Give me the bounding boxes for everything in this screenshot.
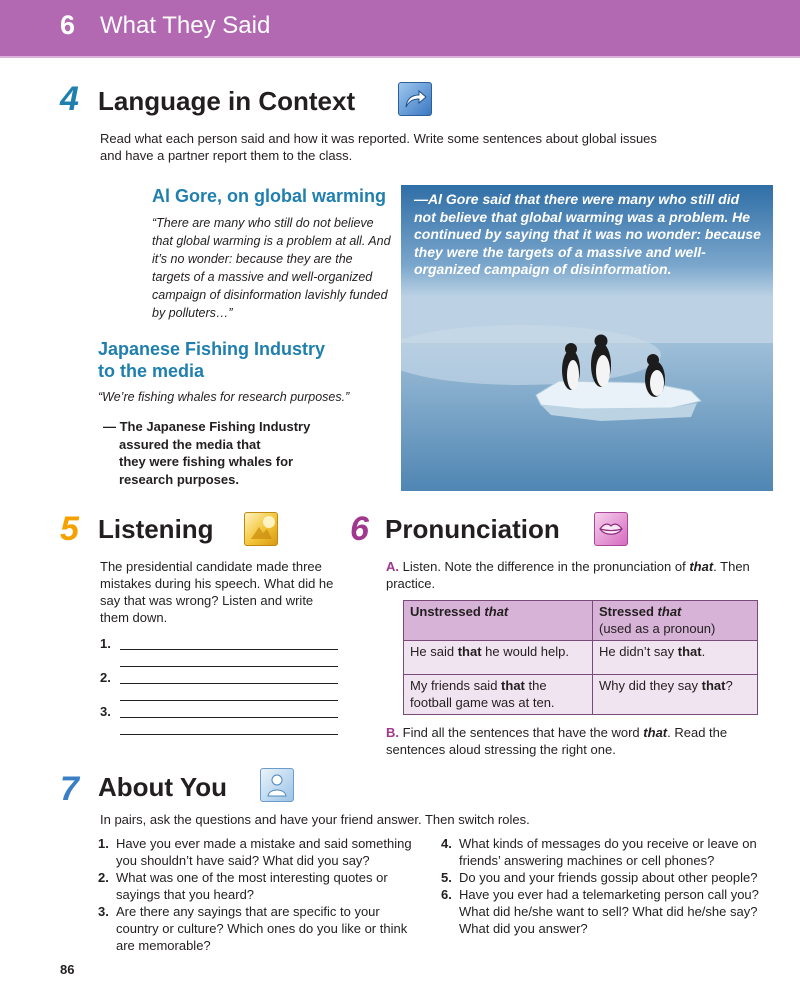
question-text: Have you ever had a telemarketing person call you? What did he/she want to sell? What did he/she say? What did you answer? — [459, 887, 759, 936]
question-number: 1. — [98, 836, 109, 851]
question-item — [98, 869, 421, 903]
report-line: — The Japanese Fishing Industry — [103, 419, 311, 434]
table-cell: My friends said that the football game was at ten. — [404, 675, 593, 715]
section-5-number: 5 — [60, 510, 79, 548]
section-6-number: 6 — [350, 510, 369, 548]
exercise-a-letter: A. — [386, 559, 399, 574]
section-4-title: Language in Context — [98, 86, 356, 116]
section-4-number: 4 — [60, 80, 79, 118]
japanese-fishing-quote: “We’re fishing whales for research purposes.” — [98, 390, 350, 404]
header-stressed-note: (used as a pronoun) — [599, 621, 716, 636]
header-unstressed: Unstressed that — [404, 601, 593, 641]
listening-audio-icon — [244, 512, 278, 546]
question-text: Have you ever made a mistake and said something you shouldn’t have said? What did you say? — [116, 836, 412, 868]
question-number: 3. — [98, 904, 109, 919]
unit-number: 6 — [60, 10, 76, 40]
table-cell: Why did they say that? — [593, 675, 758, 715]
report-line: they were fishing whales for — [119, 454, 294, 470]
section-4-instructions: Read what each person said and how it was reported. Write some sentences about global issues and have a partner report them to the class. — [100, 131, 657, 163]
exercise-a-text-end: . Then practice. — [386, 559, 750, 591]
exercise-b-text-end: . Read the sentences aloud stressing the right one. — [386, 725, 728, 757]
table-cell: He didn’t say that. — [593, 641, 758, 675]
question-text: Are there any sayings that are specific to your country or culture? Which ones do you like or think are memorable? — [116, 904, 408, 953]
section-7-number: 7 — [60, 770, 79, 808]
question-text: What kinds of messages do you receive or leave on friends’ answering machines or cell phones? — [459, 836, 757, 868]
exercise-b — [386, 724, 766, 758]
al-gore-reported-speech: —Al Gore said that there were many who still did not believe that global warming was a problem. He continued by saying that it was no wonder: because they were the targets of a massive and well-organized campaign of disinformation. — [414, 191, 761, 278]
answer-line[interactable] — [120, 666, 338, 667]
question-item — [98, 835, 421, 869]
about-you-instructions: In pairs, ask the questions and have your friend answer. Then switch roles. — [100, 812, 530, 827]
question-item — [441, 886, 774, 937]
answer-line[interactable] — [120, 700, 338, 701]
table-row — [404, 675, 758, 715]
header-stressed: Stressed that (used as a pronoun) — [593, 601, 758, 641]
arrow-share-icon — [398, 82, 432, 116]
page-number: 86 — [60, 962, 75, 977]
exercise-a-text: Listen. Note the difference in the pronunciation of — [402, 559, 686, 574]
question-text: Do you and your friends gossip about other people? — [459, 870, 758, 885]
answer-line[interactable] — [120, 734, 338, 735]
answer-line[interactable] — [120, 683, 338, 684]
question-number: 4. — [441, 836, 452, 851]
question-item — [441, 835, 774, 869]
answer-number: 2. — [100, 670, 111, 685]
question-number: 2. — [98, 870, 109, 885]
exercise-a-keyword: that — [689, 559, 714, 574]
section-5-title: Listening — [98, 514, 214, 544]
person-profile-icon — [260, 768, 294, 802]
chapter-header — [0, 0, 800, 56]
question-text: What was one of the most interesting quotes or sayings that you heard? — [116, 870, 388, 902]
al-gore-heading: Al Gore, on global warming — [152, 186, 387, 206]
pronunciation-table — [403, 600, 758, 715]
table-header-row — [404, 601, 758, 641]
question-number: 5. — [441, 870, 452, 885]
question-item — [441, 869, 774, 886]
question-number: 6. — [441, 887, 452, 902]
exercise-b-text: Find all the sentences that have the word — [402, 725, 640, 740]
answer-line[interactable] — [120, 717, 338, 718]
answer-number: 1. — [100, 636, 111, 651]
exercise-b-keyword: that — [643, 725, 668, 740]
table-cell: He said that he would help. — [404, 641, 593, 675]
listening-instructions: The presidential candidate made three mistakes during his speech. What did he say that was wrong? Listen and write them down. — [100, 559, 334, 625]
question-item — [98, 903, 421, 954]
answer-number: 3. — [100, 704, 111, 719]
unit-title: What They Said — [100, 12, 271, 39]
lips-pronunciation-icon — [594, 512, 628, 546]
table-row — [404, 641, 758, 675]
al-gore-quote: “There are many who still do not believe that global warming is a problem at all. And it’s no wonder: because they are the targets of a massive and well-organized campaign of disinformation lavishly funded by polluters…” — [152, 216, 391, 320]
exercise-b-letter: B. — [386, 725, 399, 740]
japanese-fishing-reported-speech — [103, 418, 343, 488]
answer-line[interactable] — [120, 649, 338, 650]
japanese-fishing-heading: Japanese Fishing Industry to the media — [98, 339, 326, 381]
exercise-a — [386, 558, 766, 592]
section-6-title: Pronunciation — [385, 514, 560, 544]
section-7-title: About You — [98, 772, 228, 802]
report-line: research purposes. — [119, 471, 239, 487]
header-rule — [0, 56, 800, 58]
report-line: assured the media that — [119, 436, 261, 452]
